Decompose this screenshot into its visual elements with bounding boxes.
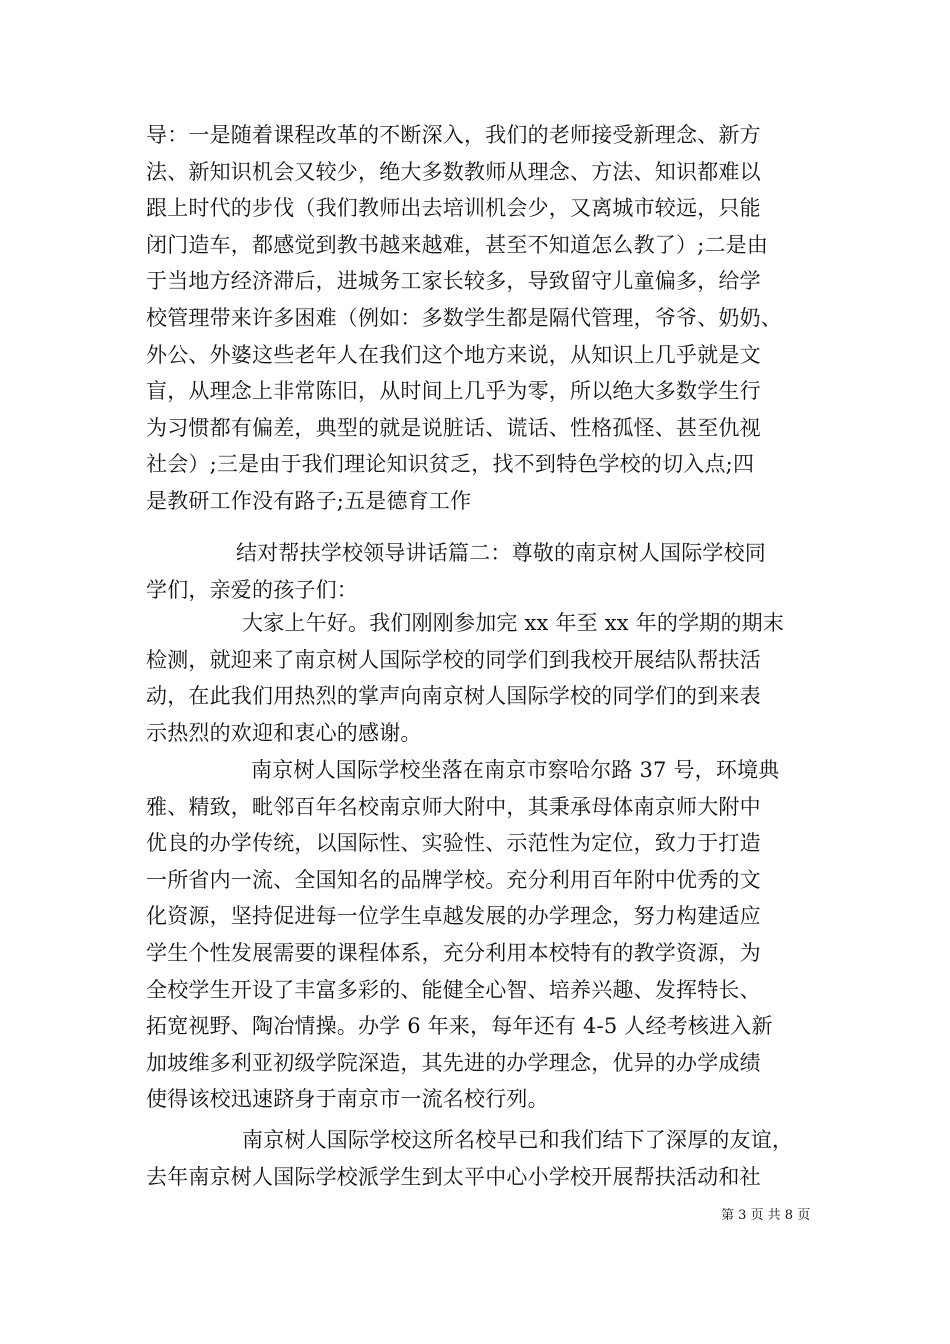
text-line: 南京树人国际学校这所名校早已和我们结下了深厚的友谊， [242,1128,794,1152]
text-line: 闭门造车，都感觉到教书越来越难，甚至不知道怎么教了）;二是由 [146,232,769,257]
text-line: 拓宽视野、陶冶情操。办学 6 年来，每年还有 4-5 人经考核进入新 [146,1014,773,1039]
text-line: 于当地方经济滞后，进城务工家长较多，导致留守儿童偏多，给学 [146,269,761,294]
text-line: 全校学生开设了丰富多彩的、能健全心智、培养兴趣、发挥特长、 [146,977,761,1002]
text-line: 跟上时代的步伐（我们教师出去培训机会少，又离城市较远，只能 [146,196,761,221]
text-line: 一所省内一流、全国知名的品牌学校。充分利用百年附中优秀的文 [146,867,761,892]
text-line: 化资源，坚持促进每一位学生卓越发展的办学理念，努力构建适应 [146,904,761,929]
text-line: 是教研工作没有路子;五是德育工作 [146,488,472,513]
text-line: 导：一是随着课程改革的不断深入，我们的老师接受新理念、新方 [146,123,761,147]
text-line: 加坡维多利亚初级学院深造，其先进的办学理念，优异的办学成绩 [146,1050,761,1075]
text-line: 外公、外婆这些老年人在我们这个地方来说，从知识上几乎就是文 [146,342,761,367]
text-line: 学生个性发展需要的课程体系，充分利用本校特有的教学资源，为 [146,940,761,965]
text-line: 学们，亲爱的孩子们： [146,577,358,602]
text-line: 结对帮扶学校领导讲话篇二：尊敬的南京树人国际学校同 [236,541,766,565]
page-number: 第 3 页 共 8 页 [721,1208,811,1223]
text-line: 去年南京树人国际学校派学生到太平中心小学校开展帮扶活动和社 [146,1164,761,1189]
text-line: 动，在此我们用热烈的掌声向南京树人国际学校的同学们的到来表 [146,684,761,709]
paragraph-1 [146,117,806,520]
text-line: 为习惯都有偏差，典型的就是说脏话、谎话、性格孤怪、甚至仇视 [146,415,761,440]
paragraph-2 [146,535,806,608]
text-line: 校管理带来许多困难（例如：多数学生都是隔代管理，爷爷、奶奶、 [146,305,782,330]
text-line: 优良的办学传统，以国际性、实验性、示范性为定位，致力于打造 [146,831,761,856]
text-line: 大家上午好。我们刚刚参加完 xx 年至 xx 年的学期的期末 [242,611,785,635]
text-line: 社会）;三是由于我们理论知识贫乏，找不到特色学校的切入点;四 [146,452,755,477]
text-line: 法、新知识机会又较少，绝大多数教师从理念、方法、知识都难以 [146,159,761,184]
text-line: 南京树人国际学校坐落在南京市察哈尔路 37 号，环境典 [251,758,780,782]
text-line: 盲，从理念上非常陈旧，从时间上几乎为零，所以绝大多数学生行 [146,379,761,404]
text-line: 雅、精致，毗邻百年名校南京师大附中，其秉承母体南京师大附中 [146,794,761,819]
text-line: 示热烈的欢迎和衷心的感谢。 [146,720,422,745]
paragraph-5 [146,1122,806,1195]
paragraph-4 [146,752,806,1118]
text-line: 使得该校迅速跻身于南京市一流名校行列。 [146,1087,549,1112]
text-line: 检测，就迎来了南京树人国际学校的同学们到我校开展结队帮扶活 [146,647,761,672]
paragraph-3 [146,605,806,751]
